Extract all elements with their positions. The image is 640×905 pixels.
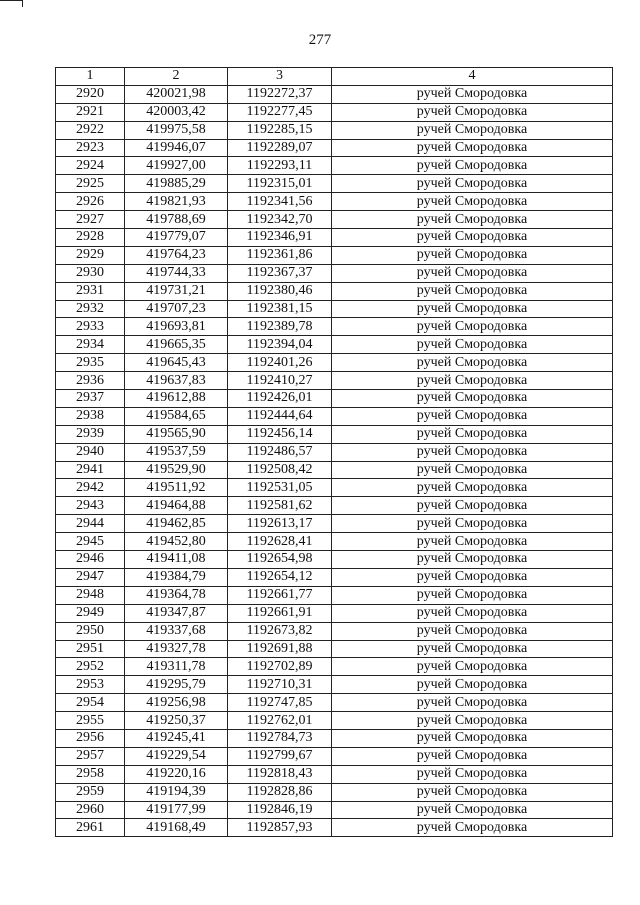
y-coordinate-cell: 1192628,41 [228,533,332,551]
point-number-cell: 2922 [56,121,125,139]
object-name-cell: ручей Смородовка [332,676,613,694]
point-number-cell: 2927 [56,211,125,229]
object-name-cell: ручей Смородовка [332,354,613,372]
x-coordinate-cell: 419256,98 [125,694,228,712]
table-row [56,676,613,694]
x-coordinate-cell: 419645,43 [125,354,228,372]
object-name-cell: ручей Смородовка [332,694,613,712]
x-coordinate-cell: 419337,68 [125,622,228,640]
x-coordinate-cell: 419565,90 [125,425,228,443]
x-coordinate-cell: 419821,93 [125,193,228,211]
point-number-cell: 2955 [56,712,125,730]
table-row [56,121,613,139]
y-coordinate-cell: 1192426,01 [228,390,332,408]
x-coordinate-cell: 419707,23 [125,300,228,318]
table-row [56,729,613,747]
point-number-cell: 2942 [56,479,125,497]
y-coordinate-cell: 1192784,73 [228,729,332,747]
point-number-cell: 2930 [56,264,125,282]
point-number-cell: 2943 [56,497,125,515]
table-row [56,175,613,193]
table-row [56,497,613,515]
y-coordinate-cell: 1192762,01 [228,712,332,730]
point-number-cell: 2944 [56,515,125,533]
table-row [56,229,613,247]
table-row [56,85,613,103]
object-name-cell: ручей Смородовка [332,300,613,318]
table-row [56,747,613,765]
point-number-cell: 2945 [56,533,125,551]
table-row [56,515,613,533]
point-number-cell: 2960 [56,801,125,819]
object-name-cell: ручей Смородовка [332,747,613,765]
x-coordinate-cell: 419764,23 [125,246,228,264]
y-coordinate-cell: 1192367,37 [228,264,332,282]
object-name-cell: ручей Смородовка [332,407,613,425]
y-coordinate-cell: 1192410,27 [228,372,332,390]
object-name-cell: ручей Смородовка [332,568,613,586]
y-coordinate-cell: 1192380,46 [228,282,332,300]
table-row [56,103,613,121]
object-name-cell: ручей Смородовка [332,515,613,533]
x-coordinate-cell: 419693,81 [125,318,228,336]
object-name-cell: ручей Смородовка [332,282,613,300]
x-coordinate-cell: 419731,21 [125,282,228,300]
point-number-cell: 2925 [56,175,125,193]
object-name-cell: ручей Смородовка [332,193,613,211]
x-coordinate-cell: 419220,16 [125,765,228,783]
y-coordinate-cell: 1192293,11 [228,157,332,175]
table-row [56,390,613,408]
x-coordinate-cell: 419411,08 [125,551,228,569]
point-number-cell: 2947 [56,568,125,586]
point-number-cell: 2939 [56,425,125,443]
object-name-cell: ручей Смородовка [332,103,613,121]
point-number-cell: 2956 [56,729,125,747]
object-name-cell: ручей Смородовка [332,121,613,139]
table-row [56,783,613,801]
table-row [56,193,613,211]
page-number: 277 [308,32,332,48]
table-row [56,246,613,264]
point-number-cell: 2924 [56,157,125,175]
x-coordinate-cell: 419637,83 [125,372,228,390]
y-coordinate-cell: 1192285,15 [228,121,332,139]
x-coordinate-cell: 419327,78 [125,640,228,658]
y-coordinate-cell: 1192747,85 [228,694,332,712]
x-coordinate-cell: 419744,33 [125,264,228,282]
point-number-cell: 2940 [56,443,125,461]
object-name-cell: ручей Смородовка [332,819,613,837]
table-row [56,479,613,497]
table-row [56,318,613,336]
point-number-cell: 2935 [56,354,125,372]
table-row [56,300,613,318]
x-coordinate-cell: 419311,78 [125,658,228,676]
point-number-cell: 2937 [56,390,125,408]
table-row [56,712,613,730]
table-row [56,801,613,819]
table-row [56,694,613,712]
header-cell-4: 4 [332,68,613,86]
object-name-cell: ручей Смородовка [332,622,613,640]
y-coordinate-cell: 1192691,88 [228,640,332,658]
table-row [56,586,613,604]
object-name-cell: ручей Смородовка [332,443,613,461]
y-coordinate-cell: 1192581,62 [228,497,332,515]
point-number-cell: 2928 [56,229,125,247]
table-row [56,407,613,425]
table-body [56,85,613,836]
point-number-cell: 2933 [56,318,125,336]
point-number-cell: 2954 [56,694,125,712]
y-coordinate-cell: 1192444,64 [228,407,332,425]
y-coordinate-cell: 1192710,31 [228,676,332,694]
point-number-cell: 2949 [56,604,125,622]
y-coordinate-cell: 1192394,04 [228,336,332,354]
point-number-cell: 2932 [56,300,125,318]
y-coordinate-cell: 1192673,82 [228,622,332,640]
header-cell-2: 2 [125,68,228,86]
y-coordinate-cell: 1192799,67 [228,747,332,765]
y-coordinate-cell: 1192654,98 [228,551,332,569]
object-name-cell: ручей Смородовка [332,175,613,193]
object-name-cell: ручей Смородовка [332,139,613,157]
table-row [56,157,613,175]
object-name-cell: ручей Смородовка [332,211,613,229]
table-row [56,211,613,229]
object-name-cell: ручей Смородовка [332,533,613,551]
table-header [56,68,613,86]
table-row [56,372,613,390]
y-coordinate-cell: 1192661,91 [228,604,332,622]
y-coordinate-cell: 1192401,26 [228,354,332,372]
object-name-cell: ручей Смородовка [332,372,613,390]
table-row [56,354,613,372]
point-number-cell: 2952 [56,658,125,676]
x-coordinate-cell: 419452,80 [125,533,228,551]
x-coordinate-cell: 419975,58 [125,121,228,139]
object-name-cell: ручей Смородовка [332,461,613,479]
table-row [56,640,613,658]
point-number-cell: 2959 [56,783,125,801]
x-coordinate-cell: 419665,35 [125,336,228,354]
table-row [56,139,613,157]
x-coordinate-cell: 419229,54 [125,747,228,765]
object-name-cell: ручей Смородовка [332,479,613,497]
object-name-cell: ручей Смородовка [332,229,613,247]
x-coordinate-cell: 419245,41 [125,729,228,747]
point-number-cell: 2926 [56,193,125,211]
table-row [56,533,613,551]
object-name-cell: ручей Смородовка [332,85,613,103]
table-row [56,336,613,354]
x-coordinate-cell: 419584,65 [125,407,228,425]
x-coordinate-cell: 419464,88 [125,497,228,515]
table-row [56,622,613,640]
object-name-cell: ручей Смородовка [332,318,613,336]
y-coordinate-cell: 1192857,93 [228,819,332,837]
y-coordinate-cell: 1192508,42 [228,461,332,479]
x-coordinate-cell: 419529,90 [125,461,228,479]
point-number-cell: 2951 [56,640,125,658]
x-coordinate-cell: 419537,59 [125,443,228,461]
object-name-cell: ручей Смородовка [332,640,613,658]
y-coordinate-cell: 1192315,01 [228,175,332,193]
y-coordinate-cell: 1192702,89 [228,658,332,676]
object-name-cell: ручей Смородовка [332,765,613,783]
x-coordinate-cell: 419462,85 [125,515,228,533]
point-number-cell: 2946 [56,551,125,569]
table-row [56,443,613,461]
object-name-cell: ручей Смородовка [332,729,613,747]
point-number-cell: 2931 [56,282,125,300]
point-number-cell: 2921 [56,103,125,121]
header-cell-1: 1 [56,68,125,86]
y-coordinate-cell: 1192661,77 [228,586,332,604]
point-number-cell: 2941 [56,461,125,479]
point-number-cell: 2950 [56,622,125,640]
object-name-cell: ручей Смородовка [332,390,613,408]
x-coordinate-cell: 419384,79 [125,568,228,586]
table-row [56,765,613,783]
y-coordinate-cell: 1192654,12 [228,568,332,586]
y-coordinate-cell: 1192272,37 [228,85,332,103]
x-coordinate-cell: 419788,69 [125,211,228,229]
x-coordinate-cell: 419946,07 [125,139,228,157]
y-coordinate-cell: 1192828,86 [228,783,332,801]
table-row [56,568,613,586]
x-coordinate-cell: 419168,49 [125,819,228,837]
object-name-cell: ручей Смородовка [332,497,613,515]
object-name-cell: ручей Смородовка [332,551,613,569]
x-coordinate-cell: 419779,07 [125,229,228,247]
point-number-cell: 2934 [56,336,125,354]
x-coordinate-cell: 420003,42 [125,103,228,121]
y-coordinate-cell: 1192289,07 [228,139,332,157]
y-coordinate-cell: 1192531,05 [228,479,332,497]
object-name-cell: ручей Смородовка [332,604,613,622]
object-name-cell: ручей Смородовка [332,264,613,282]
point-number-cell: 2938 [56,407,125,425]
header-row [56,68,613,86]
object-name-cell: ручей Смородовка [332,336,613,354]
y-coordinate-cell: 1192381,15 [228,300,332,318]
y-coordinate-cell: 1192613,17 [228,515,332,533]
y-coordinate-cell: 1192341,56 [228,193,332,211]
table-row [56,461,613,479]
point-number-cell: 2920 [56,85,125,103]
x-coordinate-cell: 419364,78 [125,586,228,604]
object-name-cell: ручей Смородовка [332,801,613,819]
x-coordinate-cell: 419194,39 [125,783,228,801]
point-number-cell: 2929 [56,246,125,264]
object-name-cell: ручей Смородовка [332,658,613,676]
table-row [56,819,613,837]
x-coordinate-cell: 419177,99 [125,801,228,819]
x-coordinate-cell: 419347,87 [125,604,228,622]
coordinates-table [55,67,613,837]
y-coordinate-cell: 1192346,91 [228,229,332,247]
x-coordinate-cell: 420021,98 [125,85,228,103]
y-coordinate-cell: 1192456,14 [228,425,332,443]
object-name-cell: ручей Смородовка [332,425,613,443]
x-coordinate-cell: 419885,29 [125,175,228,193]
y-coordinate-cell: 1192389,78 [228,318,332,336]
y-coordinate-cell: 1192342,70 [228,211,332,229]
table-row [56,551,613,569]
point-number-cell: 2958 [56,765,125,783]
y-coordinate-cell: 1192277,45 [228,103,332,121]
x-coordinate-cell: 419511,92 [125,479,228,497]
table-row [56,658,613,676]
point-number-cell: 2948 [56,586,125,604]
table-row [56,264,613,282]
y-coordinate-cell: 1192361,86 [228,246,332,264]
table-row [56,604,613,622]
point-number-cell: 2957 [56,747,125,765]
table-row [56,282,613,300]
object-name-cell: ручей Смородовка [332,246,613,264]
header-cell-3: 3 [228,68,332,86]
y-coordinate-cell: 1192818,43 [228,765,332,783]
point-number-cell: 2936 [56,372,125,390]
x-coordinate-cell: 419295,79 [125,676,228,694]
y-coordinate-cell: 1192846,19 [228,801,332,819]
point-number-cell: 2961 [56,819,125,837]
point-number-cell: 2923 [56,139,125,157]
x-coordinate-cell: 419612,88 [125,390,228,408]
x-coordinate-cell: 419250,37 [125,712,228,730]
table-row [56,425,613,443]
point-number-cell: 2953 [56,676,125,694]
y-coordinate-cell: 1192486,57 [228,443,332,461]
object-name-cell: ручей Смородовка [332,712,613,730]
object-name-cell: ручей Смородовка [332,157,613,175]
x-coordinate-cell: 419927,00 [125,157,228,175]
corner-mark [0,0,23,7]
object-name-cell: ручей Смородовка [332,586,613,604]
object-name-cell: ручей Смородовка [332,783,613,801]
